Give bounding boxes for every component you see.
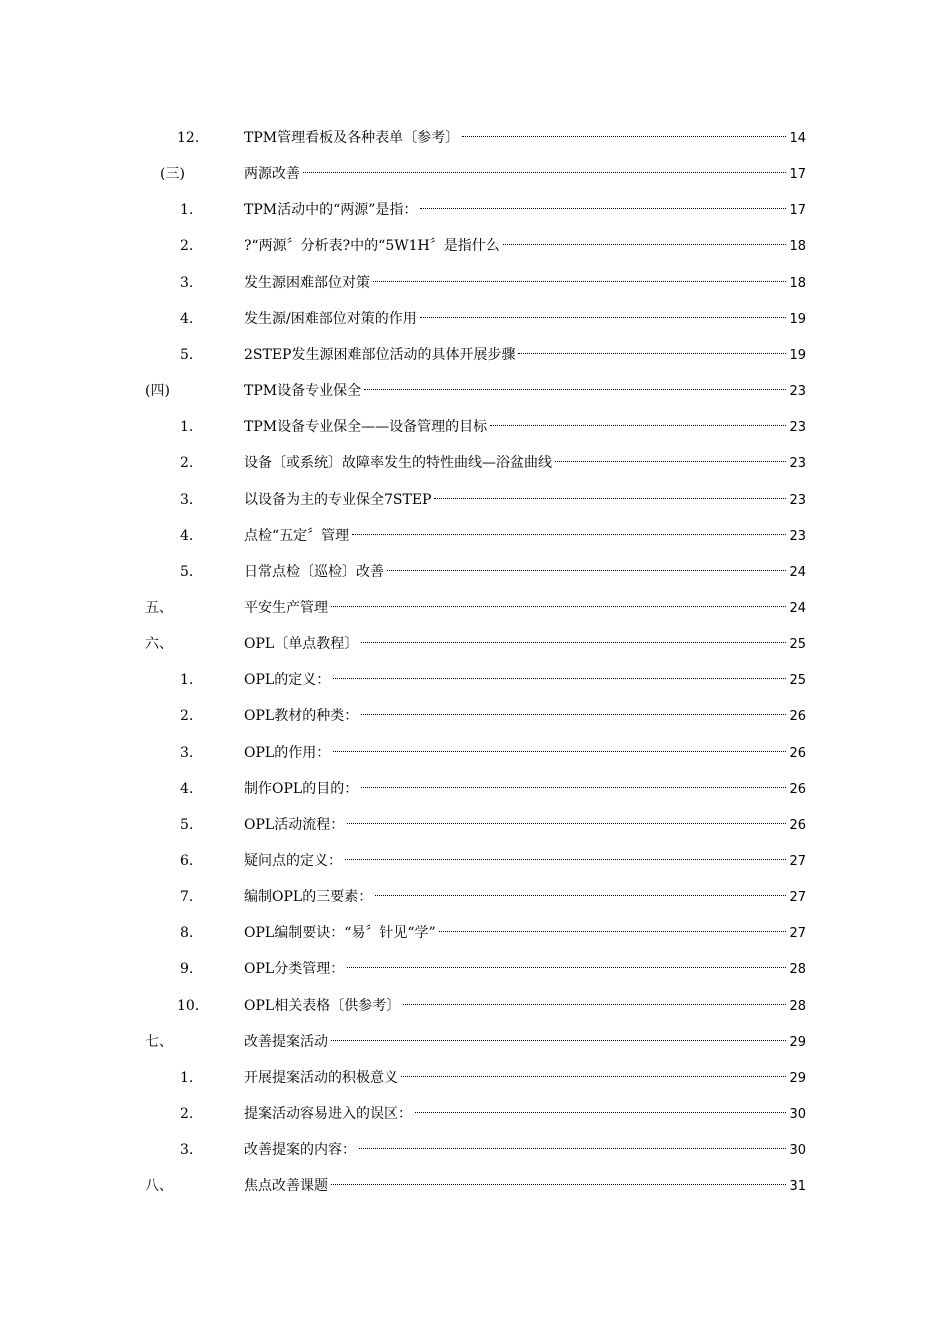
toc-entry-title: OPL的定义： [244, 672, 331, 689]
toc-entry-title: OPL分类管理： [244, 961, 345, 978]
toc-entry-number: (四) [145, 383, 170, 400]
toc-entry-line [244, 632, 806, 656]
toc-entry-page-number: 24 [789, 564, 806, 580]
toc-entry-line [244, 777, 806, 801]
toc-entry-title: TPM设备专业保全 [244, 383, 362, 400]
toc-entry[interactable] [0, 162, 950, 186]
toc-entry-title: 以设备为主的专业保全7STEP [244, 491, 432, 508]
toc-entry-title: 发生源困难部位对策 [244, 274, 370, 291]
toc-entry-page-number: 29 [789, 1070, 806, 1086]
toc-entry-title: 设备〔或系统〕故障率发生的特性曲线—浴盆曲线 [244, 455, 552, 472]
toc-entry-page-number: 17 [789, 203, 806, 219]
dot-leader [403, 1004, 786, 1005]
toc-entry-line [244, 1030, 806, 1054]
dot-leader [361, 714, 786, 715]
toc-entry[interactable] [0, 560, 950, 584]
toc-entry-number: 3. [180, 744, 194, 761]
toc-entry-line [244, 307, 806, 331]
toc-entry-title: OPL〔单点教程〕 [244, 636, 359, 653]
toc-entry-number: 2. [180, 455, 194, 472]
toc-entry-title: OPL教材的种类： [244, 708, 359, 725]
toc-entry-title: OPL的作用： [244, 744, 331, 761]
toc-entry-title: 2STEP发生源困难部位活动的具体开展步骤 [244, 346, 516, 363]
toc-entry-page-number: 28 [789, 962, 806, 978]
toc-entry-number: 12. [177, 130, 200, 146]
toc-entry-number: 五、 [145, 599, 173, 616]
dot-leader [375, 895, 786, 896]
dot-leader [333, 678, 786, 679]
toc-entry[interactable] [0, 126, 950, 150]
toc-entry-page-number: 19 [789, 347, 806, 363]
toc-entry[interactable] [0, 885, 950, 909]
dot-leader [439, 931, 787, 932]
toc-entry-number: 3. [180, 1142, 194, 1159]
dot-leader [503, 244, 787, 245]
toc-entry[interactable] [0, 957, 950, 981]
dot-leader [359, 1148, 786, 1149]
toc-entry[interactable] [0, 1102, 950, 1126]
toc-entry[interactable] [0, 271, 950, 295]
toc-entry-line [244, 488, 806, 512]
toc-entry-title: OPL编制要诀：“易〞针见“学” [244, 925, 436, 942]
toc-entry[interactable] [0, 1066, 950, 1090]
toc-entry[interactable] [0, 379, 950, 403]
dot-leader [361, 642, 786, 643]
toc-entry-line [244, 451, 806, 475]
toc-entry-number: 六、 [145, 636, 173, 653]
toc-entry-title: 提案活动容易进入的误区： [244, 1106, 412, 1123]
toc-entry-line [244, 849, 806, 873]
dot-leader [490, 425, 786, 426]
toc-entry-title: 编制OPL的三要素： [244, 889, 373, 906]
dot-leader [387, 570, 786, 571]
toc-entry-page-number: 26 [789, 817, 806, 833]
toc-entry[interactable] [0, 777, 950, 801]
toc-entry[interactable] [0, 668, 950, 692]
toc-entry-page-number: 27 [789, 926, 806, 942]
toc-entry-line [244, 741, 806, 765]
toc-entry-title: 疑问点的定义： [244, 853, 342, 869]
toc-entry-page-number: 26 [789, 709, 806, 725]
dot-leader [352, 534, 786, 535]
toc-entry-page-number: 27 [789, 854, 806, 869]
toc-entry[interactable] [0, 488, 950, 512]
toc-entry[interactable] [0, 234, 950, 258]
toc-entry-title: 开展提案活动的积极意义 [244, 1069, 398, 1086]
dot-leader [347, 823, 786, 824]
toc-entry-line [244, 813, 806, 837]
toc-entry-title: 点检“五定〞管理 [244, 527, 350, 544]
toc-entry-line [244, 885, 806, 909]
toc-entry[interactable] [0, 198, 950, 222]
toc-entry-page-number: 18 [789, 275, 806, 291]
toc-entry-number: 1. [180, 419, 194, 436]
toc-entry[interactable] [0, 849, 950, 873]
toc-entry[interactable] [0, 307, 950, 331]
toc-entry-title: 制作OPL的目的： [244, 780, 359, 797]
toc-entry[interactable] [0, 704, 950, 728]
toc-entry-title: OPL相关表格〔供参考〕 [244, 997, 401, 1014]
toc-entry-line [244, 704, 806, 728]
toc-entry-number: 3. [180, 274, 194, 291]
toc-entry-line [244, 524, 806, 548]
dot-leader [333, 751, 786, 752]
toc-entry-number: 5. [180, 563, 194, 580]
toc-entry[interactable] [0, 451, 950, 475]
dot-leader [462, 136, 786, 137]
toc-entry-line [244, 596, 806, 620]
toc-entry[interactable] [0, 596, 950, 620]
dot-leader [401, 1076, 786, 1077]
dot-leader [434, 498, 786, 499]
toc-entry-number: 10. [177, 997, 200, 1014]
toc-entry-line [244, 957, 806, 981]
dot-leader [345, 859, 786, 860]
toc-entry-line [244, 198, 806, 222]
toc-entry-title: TPM活动中的“两源”是指： [244, 202, 418, 219]
toc-entry-page-number: 31 [789, 1179, 806, 1195]
toc-entry[interactable] [0, 921, 950, 945]
toc-entry[interactable] [0, 1030, 950, 1054]
toc-entry-number: (三) [160, 166, 185, 183]
toc-entry-title: 焦点改善课题 [244, 1178, 328, 1195]
toc-entry-number: 6. [180, 853, 194, 869]
toc-entry-number: 3. [180, 491, 194, 508]
toc-entry-line [244, 1138, 806, 1162]
toc-entry[interactable] [0, 813, 950, 837]
toc-entry[interactable] [0, 1174, 950, 1198]
toc-entry-line [244, 1066, 806, 1090]
toc-entry-title: 平安生产管理 [244, 599, 328, 616]
toc-entry-title: 两源改善 [244, 166, 300, 183]
dot-leader [331, 606, 786, 607]
toc-entry-page-number: 23 [789, 384, 806, 400]
toc-entry-title: OPL活动流程： [244, 816, 345, 833]
dot-leader [364, 389, 786, 390]
toc-entry-title: 发生源/困难部位对策的作用 [244, 310, 417, 327]
toc-entry-number: 4. [180, 310, 194, 327]
toc-entry-number: 5. [180, 816, 194, 833]
toc-entry-line [244, 379, 806, 403]
toc-entry-line [244, 668, 806, 692]
toc-entry-number: 8. [180, 925, 194, 942]
toc-entry-page-number: 24 [789, 600, 806, 616]
toc-entry-number: 2. [180, 1106, 194, 1123]
toc-entry-number: 1. [180, 672, 194, 689]
toc-entry-number: 2. [180, 238, 194, 255]
toc-entry-line [244, 234, 806, 258]
toc-entry-line [244, 162, 806, 186]
toc-entry-line [244, 415, 806, 439]
toc-entry-line [244, 1102, 806, 1126]
toc-entry-number: 八、 [145, 1178, 173, 1195]
toc-entry-page-number: 28 [789, 998, 806, 1014]
dot-leader [555, 461, 786, 462]
toc-entry-page-number: 30 [789, 1107, 806, 1123]
dot-leader [331, 1184, 786, 1185]
dot-leader [518, 353, 786, 354]
toc-entry-title: 改善提案活动 [244, 1033, 328, 1050]
toc-entry-number: 4. [180, 780, 194, 797]
dot-leader [420, 317, 787, 318]
toc-entry-page-number: 26 [789, 745, 806, 761]
toc-entry-title: TPM管理看板及各种表单〔参考〕 [244, 130, 460, 146]
toc-entry-page-number: 23 [789, 420, 806, 436]
toc-entry-line [244, 921, 806, 945]
toc-entry-number: 7. [180, 889, 194, 906]
toc-entry-number: 七、 [145, 1033, 173, 1050]
toc-entry-page-number: 23 [789, 456, 806, 472]
toc-entry-number: 2. [180, 708, 194, 725]
toc-entry[interactable] [0, 415, 950, 439]
toc-entry-page-number: 19 [789, 311, 806, 327]
toc-entry-title: TPM设备专业保全——设备管理的目标 [244, 419, 488, 436]
toc-entry-line [244, 560, 806, 584]
dot-leader [373, 281, 786, 282]
toc-entry-page-number: 23 [789, 492, 806, 508]
dot-leader [415, 1112, 786, 1113]
toc-entry-line [244, 994, 806, 1018]
toc-entry-page-number: 17 [789, 167, 806, 183]
toc-entry[interactable] [0, 343, 950, 367]
toc-entry[interactable] [0, 1138, 950, 1162]
toc-entry[interactable] [0, 994, 950, 1018]
toc-entry[interactable] [0, 632, 950, 656]
toc-entry-number: 1. [180, 202, 194, 219]
toc-entry-title: 日常点检〔巡检〕改善 [244, 563, 384, 580]
dot-leader [420, 208, 786, 209]
toc-entry-page-number: 27 [789, 890, 806, 906]
toc-entry-line [244, 126, 806, 150]
toc-entry-page-number: 14 [789, 131, 806, 146]
toc-entry-page-number: 29 [789, 1034, 806, 1050]
toc-entry-number: 4. [180, 527, 194, 544]
toc-entry-page-number: 18 [789, 239, 806, 255]
toc-entry-number: 5. [180, 346, 194, 363]
toc-entry[interactable] [0, 524, 950, 548]
toc-entry-page-number: 30 [789, 1143, 806, 1159]
dot-leader [347, 967, 786, 968]
toc-entry-page-number: 25 [789, 637, 806, 653]
toc-entry-line [244, 1174, 806, 1198]
toc-entry-page-number: 26 [789, 781, 806, 797]
dot-leader [303, 172, 786, 173]
dot-leader [331, 1040, 786, 1041]
toc-entry-page-number: 23 [789, 528, 806, 544]
toc-entry-number: 9. [180, 961, 194, 978]
toc-entry-line [244, 343, 806, 367]
toc-entry-number: 1. [180, 1069, 194, 1086]
dot-leader [361, 787, 786, 788]
toc-entry-title: 改善提案的内容： [244, 1142, 356, 1159]
toc-entry[interactable] [0, 741, 950, 765]
toc-entry-line [244, 271, 806, 295]
toc-entry-page-number: 25 [789, 673, 806, 689]
toc-entry-title: ?“两源〞分析表?中的“5W1H〞是指什么 [244, 238, 500, 255]
